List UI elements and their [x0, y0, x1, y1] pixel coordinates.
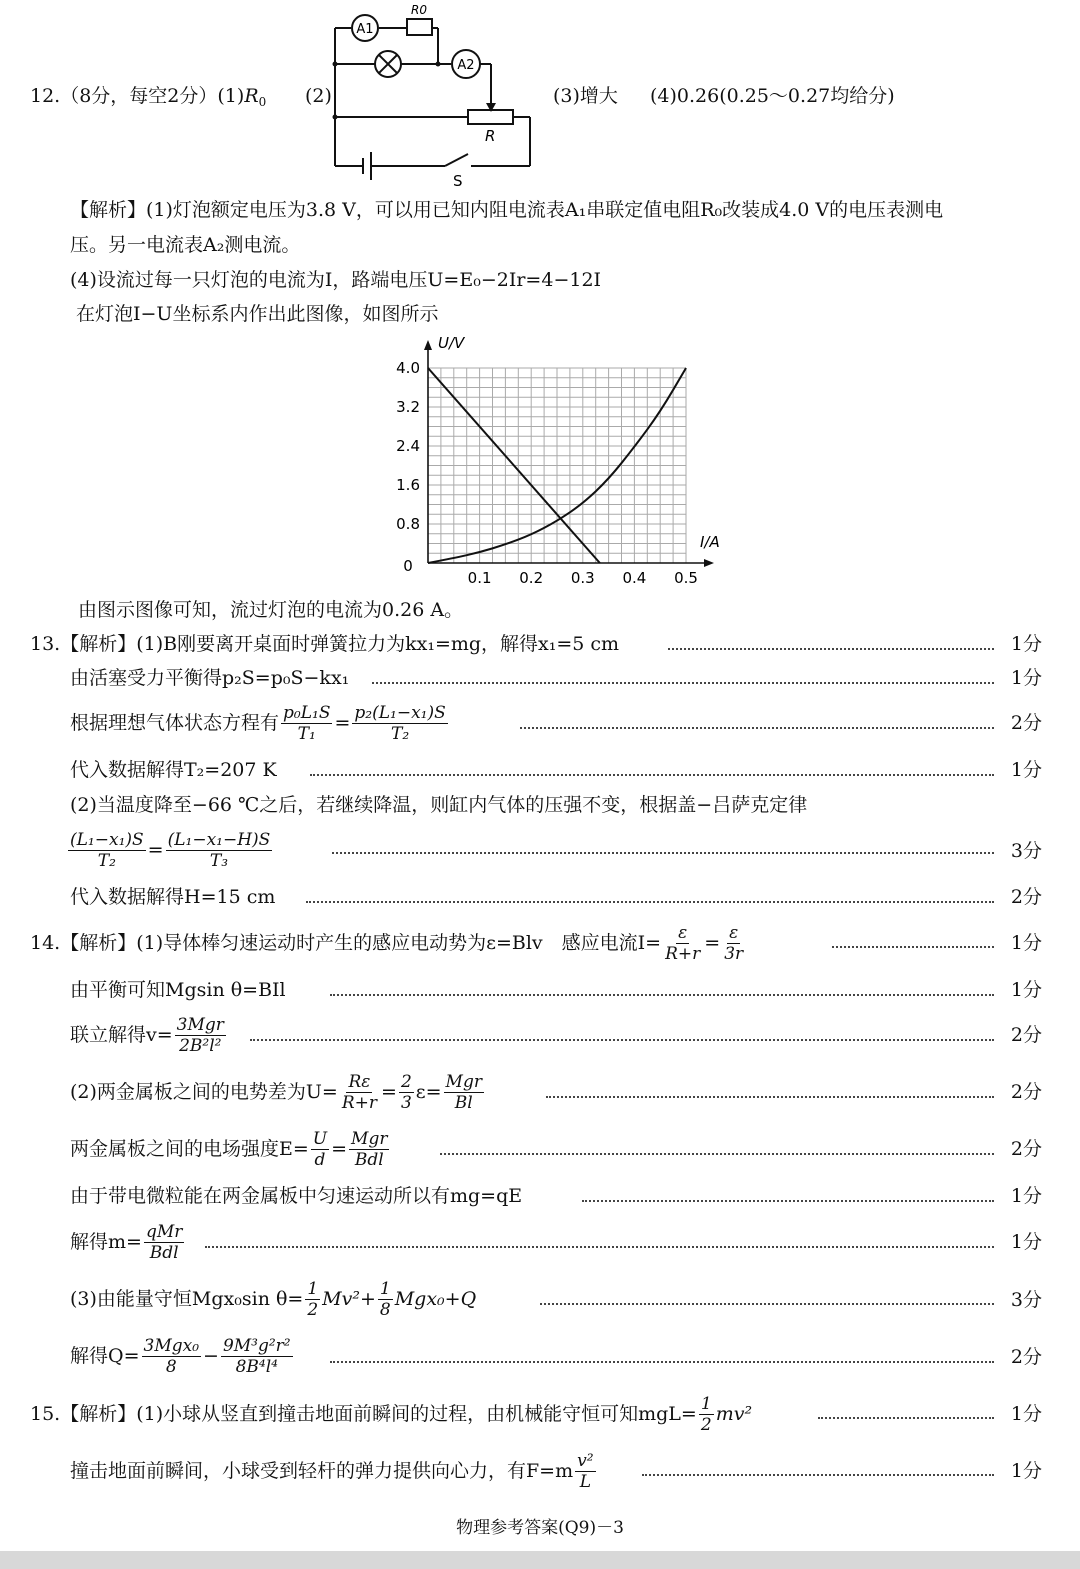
q14-line-2: 由平衡可知Mgsin θ=BIl: [70, 979, 286, 1001]
q14-line-4-mid: ε=: [415, 1081, 442, 1103]
dot-leader: [520, 727, 994, 729]
q13-score-6: 2分: [1010, 886, 1042, 908]
rheostat-label: R: [485, 127, 496, 145]
fraction: $\frac{R\varepsilon}{R+r}$: [341, 1071, 378, 1113]
q13-line-1: 13.【解析】(1)B刚要离开桌面时弹簧拉力为kx₁=mg，解得x₁=5 cm: [30, 633, 620, 655]
dot-leader: [546, 1096, 994, 1098]
fraction: $\frac{1}{2}$: [700, 1393, 712, 1435]
y-axis-label: U/V: [438, 334, 465, 352]
dot-leader: [306, 901, 994, 903]
q14-line-6: 由于带电微粒能在两金属板中匀速运动所以有mg=qE: [70, 1185, 523, 1207]
q12-answer3: (3)增大: [553, 85, 618, 107]
r0-label: R0: [411, 3, 427, 17]
dot-leader: [668, 648, 994, 650]
q14-score-5: 2分: [1010, 1138, 1042, 1160]
q12-answer4: (4)0.26(0.25～0.27均给分): [650, 85, 895, 107]
y-tick-label: 1.6: [396, 476, 420, 494]
q13-line-4: 代入数据解得T₂=207 K: [70, 759, 277, 781]
q14-line-8-text: (3)由能量守恒Mgx₀sin θ=: [70, 1288, 304, 1310]
q13-line-7: 代入数据解得H=15 cm: [70, 886, 276, 908]
q13-line-3: 根据理想气体状态方程有 $\frac{\text{p₀L₁S}}{\text{T₁}}$ = $\frac{\text{p₂(L₁−x₁)S}}{\text{T₂}}$: [70, 702, 446, 744]
q15-line-2-text: 撞击地面前瞬间，小球受到轻杆的弹力提供向心力，有F=m: [70, 1460, 574, 1482]
q14-line-1-text: 14.【解析】(1)导体棒匀速运动时产生的感应电动势为ε=Blv 感应电流I=: [30, 932, 662, 954]
q12-explanation-2: 压。另一电流表A₂测电流。: [70, 234, 301, 256]
fraction: $\frac{\text{(L₁−x₁−H)S}}{\text{T₃}}$: [167, 829, 271, 871]
q13-score-1: 1分: [1010, 633, 1042, 655]
fraction: $\frac{\text{3Mgr}}{\text{2B²l²}}$: [176, 1014, 224, 1056]
dot-leader: [332, 852, 994, 854]
q14-line-3: [70, 1014, 228, 1056]
dot-leader: [832, 946, 994, 948]
q15-line-1-end: mv²: [715, 1403, 753, 1425]
x-tick-label: 0.5: [674, 569, 698, 587]
origin-label: 0: [403, 557, 413, 575]
q14-score-4: 2分: [1010, 1081, 1042, 1103]
dot-leader: [330, 994, 994, 996]
q12-explanation-1: 【解析】(1)灯泡额定电压为3.8 V，可以用已知内阻电流表A₁串联定值电阻R₀改装成4.0 V的电压表测电: [70, 199, 944, 221]
x-axis-arrow: [704, 559, 714, 567]
x-axis-label: I/A: [700, 533, 720, 551]
q14-score-3: 2分: [1010, 1024, 1042, 1046]
q14-line-7-text: 解得m=: [70, 1231, 142, 1253]
iu-chart: [380, 330, 730, 595]
q14-line-1: 14.【解析】(1)导体棒匀速运动时产生的感应电动势为ε=Blv 感应电流I= $\frac{\varepsilon}{R+r}$ = $\frac{\varepsilon}{3r}$: [30, 922, 744, 964]
q15-line-1: [30, 1393, 752, 1435]
circuit-diagram: [325, 0, 540, 190]
fraction: $\frac{\varepsilon}{R+r}$: [665, 922, 701, 964]
q14-line-4: (2)两金属板之间的电势差为U= $\frac{R\varepsilon}{R+r}$ = $\frac{2}{3}$ ε= $\frac{\text{Mgr}}{Bl}$: [70, 1071, 482, 1113]
q14-score-7: 1分: [1010, 1231, 1042, 1253]
fraction: $\frac{\text{3Mgx₀}}{8}$: [143, 1335, 200, 1377]
q13-score-2: 1分: [1010, 667, 1042, 689]
q15-score-2: 1分: [1010, 1460, 1042, 1482]
q13-score-4: 1分: [1010, 759, 1042, 781]
fraction: $\frac{\text{v²}}{L}$: [577, 1450, 594, 1492]
fraction: $\frac{\text{qMr}}{\text{Bdl}}$: [145, 1221, 183, 1263]
dot-leader: [642, 1474, 994, 1476]
x-tick-label: 0.4: [622, 569, 647, 587]
q13-line-2: 由活塞受力平衡得p₂S=p₀S−kx₁: [70, 667, 350, 689]
x-tick-label: 0.3: [570, 569, 595, 587]
q12-head: 12.（8分，每空2分）(1): [30, 85, 245, 107]
fraction: $\frac{U}{d}$: [312, 1128, 328, 1170]
q14-score-6: 1分: [1010, 1185, 1042, 1207]
q14-line-9: 解得Q= $\frac{\text{3Mgx₀}}{8}$ − $\frac{\text{9M³g²r²}}{\text{8B⁴l⁴}}$: [70, 1335, 291, 1377]
page-footer: 物理参考答案(Q9)－3: [456, 1518, 624, 1538]
ammeter-a2-label: A2: [457, 58, 475, 73]
q14-score-9: 2分: [1010, 1346, 1042, 1368]
fraction: $\frac{1}{2}$: [307, 1278, 319, 1320]
q14-line-8-end: Mgx₀+Q: [394, 1288, 477, 1310]
fraction: $\frac{\varepsilon}{3r}$: [724, 922, 744, 964]
q12-explanation-3: (4)设流过每一只灯泡的电流为I，路端电压U=E₀−2Ir=4−12I: [70, 269, 602, 291]
q14-line-9-text: 解得Q=: [70, 1345, 140, 1367]
q15-line-2: [70, 1450, 598, 1492]
q12-answer1: R: [244, 85, 259, 107]
q14-line-4-text: (2)两金属板之间的电势差为U=: [70, 1081, 338, 1103]
q14-score-2: 1分: [1010, 979, 1042, 1001]
fraction: $\frac{\text{9M³g²r²}}{\text{8B⁴l⁴}}$: [222, 1335, 291, 1377]
fraction: $\frac{\text{p₀L₁S}}{\text{T₁}}$: [283, 702, 331, 744]
y-axis-arrow: [424, 340, 432, 350]
dot-leader: [440, 1153, 994, 1155]
fraction: $\frac{1}{8}$: [379, 1278, 391, 1320]
q13-score-3: 2分: [1010, 712, 1042, 734]
dot-leader: [250, 1039, 994, 1041]
fraction: $\frac{\text{p₂(L₁−x₁)S}}{\text{T₂}}$: [354, 702, 446, 744]
q14-line-8-mid: Mv²+: [322, 1288, 376, 1310]
q13-line-3-text: 根据理想气体状态方程有: [70, 712, 280, 734]
q12-explanation-4: 在灯泡I−U坐标系内作出此图像，如图所示: [76, 303, 439, 325]
q12-answer2-label: (2): [305, 85, 332, 107]
x-tick-label: 0.2: [519, 569, 544, 587]
y-tick-label: 0.8: [396, 515, 420, 533]
q15-score-1: 1分: [1010, 1403, 1042, 1425]
dot-leader: [582, 1200, 994, 1202]
ammeter-a1-label: A1: [356, 22, 374, 37]
q15-line-1-text: 15.【解析】(1)小球从竖直到撞击地面前瞬间的过程，由机械能守恒可知mgL=: [30, 1403, 697, 1425]
q12-explanation-5: 由图示图像可知，流过灯泡的电流为0.26 A。: [78, 599, 464, 621]
q14-score-8: 3分: [1010, 1289, 1042, 1311]
q14-line-5: 两金属板之间的电场强度E= $\frac{U}{d}$ = $\frac{\text{Mgr}}{\text{Bdl}}$: [70, 1128, 388, 1170]
q13-line-6: $\frac{\text{(L₁−x₁)S}}{\text{T₂}}$ = $\frac{\text{(L₁−x₁−H)S}}{\text{T₃}}$: [70, 829, 271, 871]
x-tick-label: 0.1: [467, 569, 492, 587]
y-tick-label: 2.4: [396, 437, 420, 455]
dot-leader: [330, 1361, 994, 1363]
q14-line-5-text: 两金属板之间的电场强度E=: [70, 1138, 309, 1160]
switch-label: S: [453, 172, 463, 190]
dot-leader: [818, 1417, 994, 1419]
q12-header: [30, 84, 266, 114]
q14-line-8: [70, 1278, 476, 1320]
bottom-bar: [0, 1551, 1080, 1569]
q14-line-7: [70, 1221, 186, 1263]
fraction: $\frac{\text{Mgr}}{\text{Bdl}}$: [351, 1128, 388, 1170]
q13-line-5: (2)当温度降至−66 ℃之后，若继续降温，则缸内气体的压强不变，根据盖−吕萨克定律: [70, 794, 808, 816]
dot-leader: [372, 682, 994, 684]
dot-leader: [205, 1246, 994, 1248]
q14-line-3-text: 联立解得v=: [70, 1024, 173, 1046]
q13-score-5: 3分: [1010, 840, 1042, 862]
fraction: $\frac{2}{3}$: [400, 1071, 412, 1113]
fraction: $\frac{\text{(L₁−x₁)S}}{\text{T₂}}$: [70, 829, 144, 871]
q12-answer1-sub: 0: [258, 95, 267, 109]
y-tick-label: 3.2: [396, 398, 420, 416]
dot-leader: [310, 774, 994, 776]
dot-leader: [540, 1303, 994, 1305]
fraction: $\frac{\text{Mgr}}{Bl}$: [445, 1071, 482, 1113]
y-tick-label: 4.0: [396, 359, 420, 377]
q14-score-1: 1分: [1010, 932, 1042, 954]
